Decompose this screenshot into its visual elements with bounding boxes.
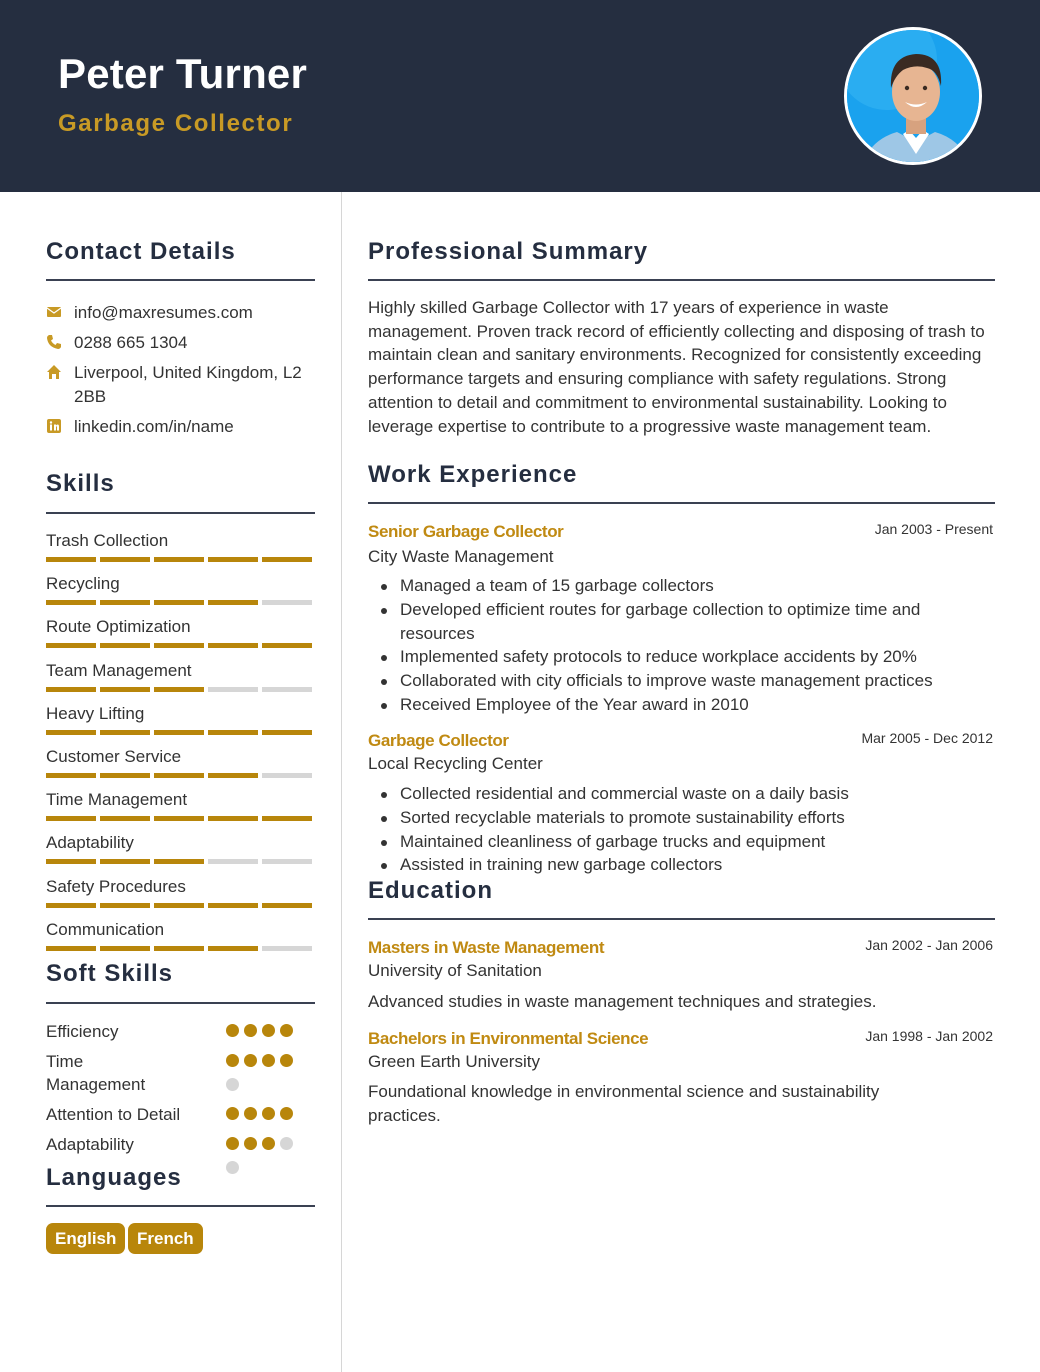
email-icon [46,304,62,320]
experience-heading: Work Experience [368,461,578,488]
skill-meter-segment [154,730,204,735]
skill-meter-segment [100,687,150,692]
skill-item [46,616,316,638]
skill-meter-segment [46,816,96,821]
skill-item [46,660,316,682]
skill-meter-segment [46,859,96,864]
soft-skill-dot [280,1024,293,1037]
contact-linkedin-text: linkedin.com/in/name [74,417,234,436]
candidate-title: Garbage Collector [58,110,294,137]
skill-label: Communication [46,919,165,939]
skill-meter-segment [100,643,150,648]
skill-meter-segment [100,903,150,908]
soft-skill-dot [280,1137,293,1150]
skill-meter-segment [262,557,312,562]
skill-meter-segment [46,643,96,648]
summary-heading: Professional Summary [368,238,649,265]
soft-skill-dot [262,1137,275,1150]
skill-meter-segment [46,903,96,908]
skill-meter-segment [262,903,312,908]
job-bullet: Collected residential and commercial waste on a daily basis [378,782,988,806]
skill-meter-segment [154,903,204,908]
job-bullet: Maintained cleanliness of garbage trucks and equipment [378,830,988,854]
contact-email[interactable] [46,301,316,325]
soft-skill-dot [226,1054,239,1067]
skills-rule [46,512,315,514]
skill-meter-segment [208,816,258,821]
skill-meter-segment [262,600,312,605]
skill-meter-segment [154,816,204,821]
skill-meter-segment [100,600,150,605]
contact-heading: Contact Details [46,238,236,265]
soft-skill-dot [226,1161,239,1174]
skill-item [46,919,316,941]
skill-meter [46,557,314,562]
candidate-name: Peter Turner [58,50,308,97]
skill-meter [46,859,314,864]
soft-skill-dot [226,1107,239,1120]
job-company: Local Recycling Center [368,754,543,773]
soft-skill-dot [262,1107,275,1120]
resume-header [0,0,1040,192]
job-bullets [378,574,988,717]
job-dates: Mar 2005 - Dec 2012 [861,730,993,746]
skill-meter-segment [154,946,204,951]
skill-item [46,876,316,898]
skill-item [46,530,316,552]
skill-meter-segment [154,773,204,778]
summary-rule [368,279,995,281]
skill-meter-segment [100,773,150,778]
profile-photo [844,27,982,165]
language-badge: French [128,1223,203,1254]
skill-meter-segment [46,687,96,692]
job-bullet: Assisted in training new garbage collectors [378,853,988,877]
skill-meter-segment [46,773,96,778]
education-heading: Education [368,877,494,904]
soft-skill-label: Efficiency [46,1022,119,1041]
contact-address-text: Liverpool, United Kingdom, L2 2BB [74,363,302,406]
contact-rule [46,279,315,281]
contact-phone[interactable] [46,331,316,355]
job-bullet: Managed a team of 15 garbage collectors [378,574,988,598]
skill-meter-segment [208,557,258,562]
job-bullet: Collaborated with city officials to improve waste management practices [378,669,988,693]
skill-meter [46,687,314,692]
soft-skill-dot [244,1054,257,1067]
skill-meter [46,946,314,951]
contact-phone-text: 0288 665 1304 [74,333,188,352]
soft-skill-dot [226,1024,239,1037]
skill-meter-segment [154,557,204,562]
skill-meter-segment [262,946,312,951]
soft-skill-dot [280,1107,293,1120]
job-bullet: Received Employee of the Year award in 2010 [378,693,988,717]
soft-skill-dot [226,1137,239,1150]
skill-meter [46,816,314,821]
soft-skills-rule [46,1002,315,1004]
skill-meter-segment [100,816,150,821]
skill-meter-segment [208,773,258,778]
job-bullet: Developed efficient routes for garbage collection to optimize time and resources [378,598,988,646]
soft-skill-dot [262,1024,275,1037]
skill-meter-segment [46,600,96,605]
job-role: Garbage Collector [368,731,509,750]
skill-meter-segment [208,643,258,648]
soft-skill-dot [244,1024,257,1037]
skill-meter-segment [154,600,204,605]
skill-item [46,832,316,854]
skill-meter-segment [208,687,258,692]
skill-meter-segment [46,946,96,951]
skill-label: Trash Collection [46,531,169,550]
home-icon [46,364,62,380]
skill-meter-segment [262,687,312,692]
skill-meter-segment [100,946,150,951]
contact-linkedin[interactable] [46,415,316,439]
soft-skill-label: Attention to Detail [46,1105,181,1124]
skill-label: Team Management [46,660,192,680]
skill-meter-segment [208,600,258,605]
skill-item [46,573,316,595]
education-rule [368,918,995,920]
skill-label: Customer Service [46,747,182,766]
column-divider [341,192,342,1372]
languages-heading: Languages [46,1164,182,1191]
edu-desc: Advanced studies in waste management techniques and strategies. [368,992,877,1011]
skill-meter [46,730,314,735]
summary-text: Highly skilled Garbage Collector with 17 years of experience in waste management. Proven track record of efficiently collecting and disposing of trash to maintain clean and sanitary environments. Recognized for consistently exceeding performance targets and ensuring compliance with safety regulations. Strong attention to detail and commitment to environmental sustainability. Looking to leverage expertise to contribute to a progressive waste management team. [368,298,985,436]
soft-skill-label: Time Management [46,1052,146,1094]
skill-meter-segment [154,643,204,648]
soft-skill-dot [226,1078,239,1091]
edu-desc: Foundational knowledge in environmental science and sustainability practices. [368,1082,880,1125]
job-dates: Jan 2003 - Present [874,521,993,537]
edu-school: Green Earth University [368,1052,540,1071]
skill-meter-segment [262,730,312,735]
skill-label: Route Optimization [46,617,191,637]
job-bullet: Implemented safety protocols to reduce workplace accidents by 20% [378,645,988,669]
skill-meter [46,903,314,908]
skill-meter-segment [262,773,312,778]
skill-meter-segment [154,687,204,692]
soft-skill-dot [262,1054,275,1067]
edu-school: University of Sanitation [368,961,542,980]
skill-meter-segment [46,557,96,562]
contact-email-text: info@maxresumes.com [74,303,253,322]
job-bullet: Sorted recyclable materials to promote sustainability efforts [378,806,988,830]
skill-meter-segment [262,816,312,821]
skill-meter-segment [100,859,150,864]
skill-meter-segment [262,859,312,864]
skill-meter [46,773,314,778]
edu-dates: Jan 2002 - Jan 2006 [865,937,993,953]
skill-meter-segment [262,643,312,648]
job-role: Senior Garbage Collector [368,522,564,541]
skill-meter-segment [154,859,204,864]
experience-rule [368,502,995,504]
skills-heading: Skills [46,470,115,497]
soft-skill-label: Adaptability [46,1135,134,1154]
skill-label: Safety Procedures [46,876,186,896]
skill-meter-segment [208,730,258,735]
soft-skill-dot [280,1054,293,1067]
soft-skill-dot [244,1107,257,1120]
skill-label: Time Management [46,790,188,810]
skill-item [46,703,316,725]
skill-meter-segment [208,859,258,864]
skill-label: Heavy Lifting [46,703,145,723]
phone-icon [46,334,62,350]
job-company: City Waste Management [368,547,554,566]
skill-meter-segment [46,730,96,735]
soft-skills-heading: Soft Skills [46,960,174,987]
skill-label: Recycling [46,574,120,594]
skill-meter-segment [208,946,258,951]
edu-dates: Jan 1998 - Jan 2002 [865,1028,993,1044]
skill-meter-segment [208,903,258,908]
skill-label: Adaptability [46,833,134,853]
soft-skill-dot [244,1137,257,1150]
skill-meter-segment [100,730,150,735]
language-badge: English [46,1223,125,1254]
skill-item [46,746,316,768]
edu-degree: Bachelors in Environmental Science [368,1029,649,1048]
skill-meter-segment [100,557,150,562]
contact-address [46,361,316,409]
skill-meter [46,600,314,605]
linkedin-icon [46,418,62,434]
skill-item [46,789,316,811]
languages-rule [46,1205,315,1207]
job-bullets [378,782,988,877]
skill-meter [46,643,314,648]
edu-degree: Masters in Waste Management [368,938,605,957]
